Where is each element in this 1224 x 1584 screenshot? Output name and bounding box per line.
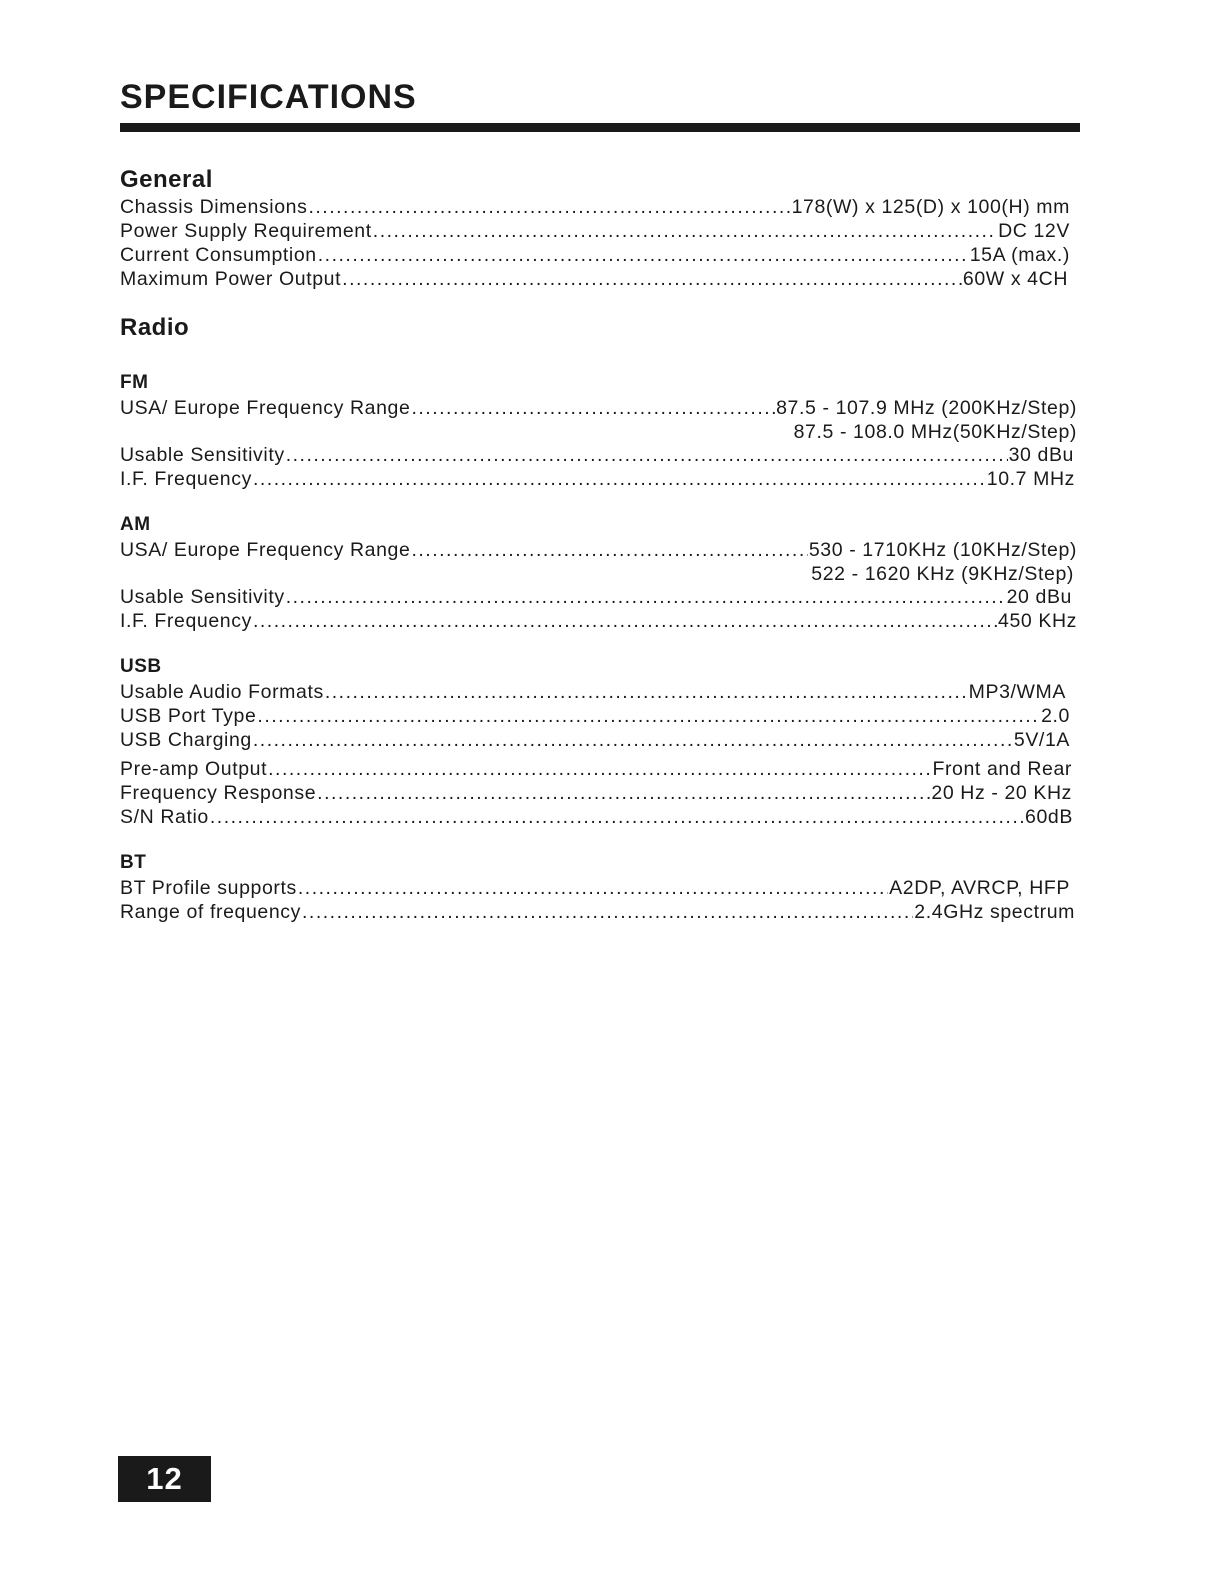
dot-leader	[210, 806, 1024, 829]
dot-leader	[286, 586, 1006, 609]
spec-value: DC 12V	[998, 220, 1070, 242]
spec-value: 87.5 - 107.9 MHz (200KHz/Step)	[776, 397, 1077, 419]
page-number: 12	[118, 1456, 211, 1502]
spec-row-range-of-frequency	[120, 901, 1075, 925]
fm-frequency-range-extra: 87.5 - 108.0 MHz(50KHz/Step)	[793, 421, 1077, 443]
spec-value: 60dB	[1025, 806, 1073, 828]
dot-leader	[302, 901, 913, 924]
spec-row-am-frequency-range	[120, 539, 1077, 563]
dot-leader	[342, 268, 962, 291]
spec-row-frequency-response	[120, 782, 1072, 806]
spec-value: 20 dBu	[1006, 586, 1072, 608]
spec-value: 450 KHz	[998, 610, 1077, 632]
spec-row-usb-charging	[120, 729, 1070, 753]
spec-label: Usable Audio Formats	[120, 681, 324, 703]
spec-row-fm-frequency-range	[120, 397, 1077, 421]
bt-heading: BT	[120, 852, 147, 873]
dot-leader	[318, 244, 969, 267]
spec-label: USA/ Europe Frequency Range	[120, 397, 411, 419]
dot-leader	[286, 444, 1008, 467]
spec-row-sn-ratio	[120, 806, 1073, 830]
spec-label: S/N Ratio	[120, 806, 209, 828]
spec-value: 15A (max.)	[969, 244, 1070, 266]
spec-label: Range of frequency	[120, 901, 301, 923]
spec-label: BT Profile supports	[120, 877, 297, 899]
spec-row-am-if-frequency	[120, 610, 1077, 634]
spec-label: Chassis Dimensions	[120, 196, 308, 218]
spec-value: 60W x 4CH	[962, 268, 1068, 290]
spec-label: Frequency Response	[120, 782, 317, 804]
spec-row-am-usable-sensitivity	[120, 586, 1072, 610]
spec-row-fm-usable-sensitivity	[120, 444, 1074, 468]
spec-row-bt-profile	[120, 877, 1070, 901]
dot-leader	[298, 877, 888, 900]
spec-value: MP3/WMA	[968, 681, 1066, 703]
dot-leader	[411, 539, 807, 562]
spec-value: 2.4GHz spectrum	[914, 901, 1075, 923]
spec-label: Maximum Power Output	[120, 268, 342, 290]
general-heading: General	[120, 166, 213, 193]
spec-label: Power Supply Requirement	[120, 220, 372, 242]
spec-value: A2DP, AVRCP, HFP	[889, 877, 1070, 899]
spec-label: USA/ Europe Frequency Range	[120, 539, 411, 561]
spec-label: Pre-amp Output	[120, 758, 268, 780]
dot-leader	[308, 196, 790, 219]
spec-label: Current Consumption	[120, 244, 317, 266]
spec-row-power-supply	[120, 220, 1070, 244]
spec-row-usb-port-type	[120, 705, 1070, 729]
dot-leader	[325, 681, 968, 704]
spec-value: 20 Hz - 20 KHz	[931, 782, 1072, 804]
usb-heading: USB	[120, 656, 162, 677]
dot-leader	[373, 220, 997, 243]
spec-label: USB Port Type	[120, 705, 257, 727]
spec-value: 5V/1A	[1013, 729, 1070, 751]
spec-label: I.F. Frequency	[120, 468, 252, 490]
spec-value: 2.0	[1041, 705, 1070, 727]
spec-value: 178(W) x 125(D) x 100(H) mm	[791, 196, 1070, 218]
spec-label: Usable Sensitivity	[120, 586, 285, 608]
spec-value: 10.7 MHz	[986, 468, 1075, 490]
am-frequency-range-extra: 522 - 1620 KHz (9KHz/Step)	[811, 563, 1074, 585]
am-heading: AM	[120, 514, 151, 535]
dot-leader	[257, 705, 1040, 728]
dot-leader	[317, 782, 930, 805]
spec-row-max-power-output	[120, 268, 1068, 292]
dot-leader	[253, 468, 986, 491]
title-rule	[120, 123, 1080, 132]
dot-leader	[253, 729, 1013, 752]
page-title: SPECIFICATIONS	[120, 78, 417, 116]
spec-label: USB Charging	[120, 729, 252, 751]
spec-value: Front and Rear	[932, 758, 1072, 780]
dot-leader	[268, 758, 931, 781]
spec-row-fm-if-frequency	[120, 468, 1075, 492]
spec-row-chassis-dimensions	[120, 196, 1070, 220]
spec-label: I.F. Frequency	[120, 610, 252, 632]
spec-row-current-consumption	[120, 244, 1070, 268]
spec-value: 30 dBu	[1008, 444, 1074, 466]
dot-leader	[253, 610, 997, 633]
dot-leader	[411, 397, 775, 420]
spec-row-pre-amp-output	[120, 758, 1072, 782]
fm-heading: FM	[120, 372, 149, 393]
radio-heading: Radio	[120, 314, 190, 341]
spec-value: 530 - 1710KHz (10KHz/Step)	[808, 539, 1077, 561]
spec-label: Usable Sensitivity	[120, 444, 285, 466]
spec-row-usable-audio-formats	[120, 681, 1066, 705]
